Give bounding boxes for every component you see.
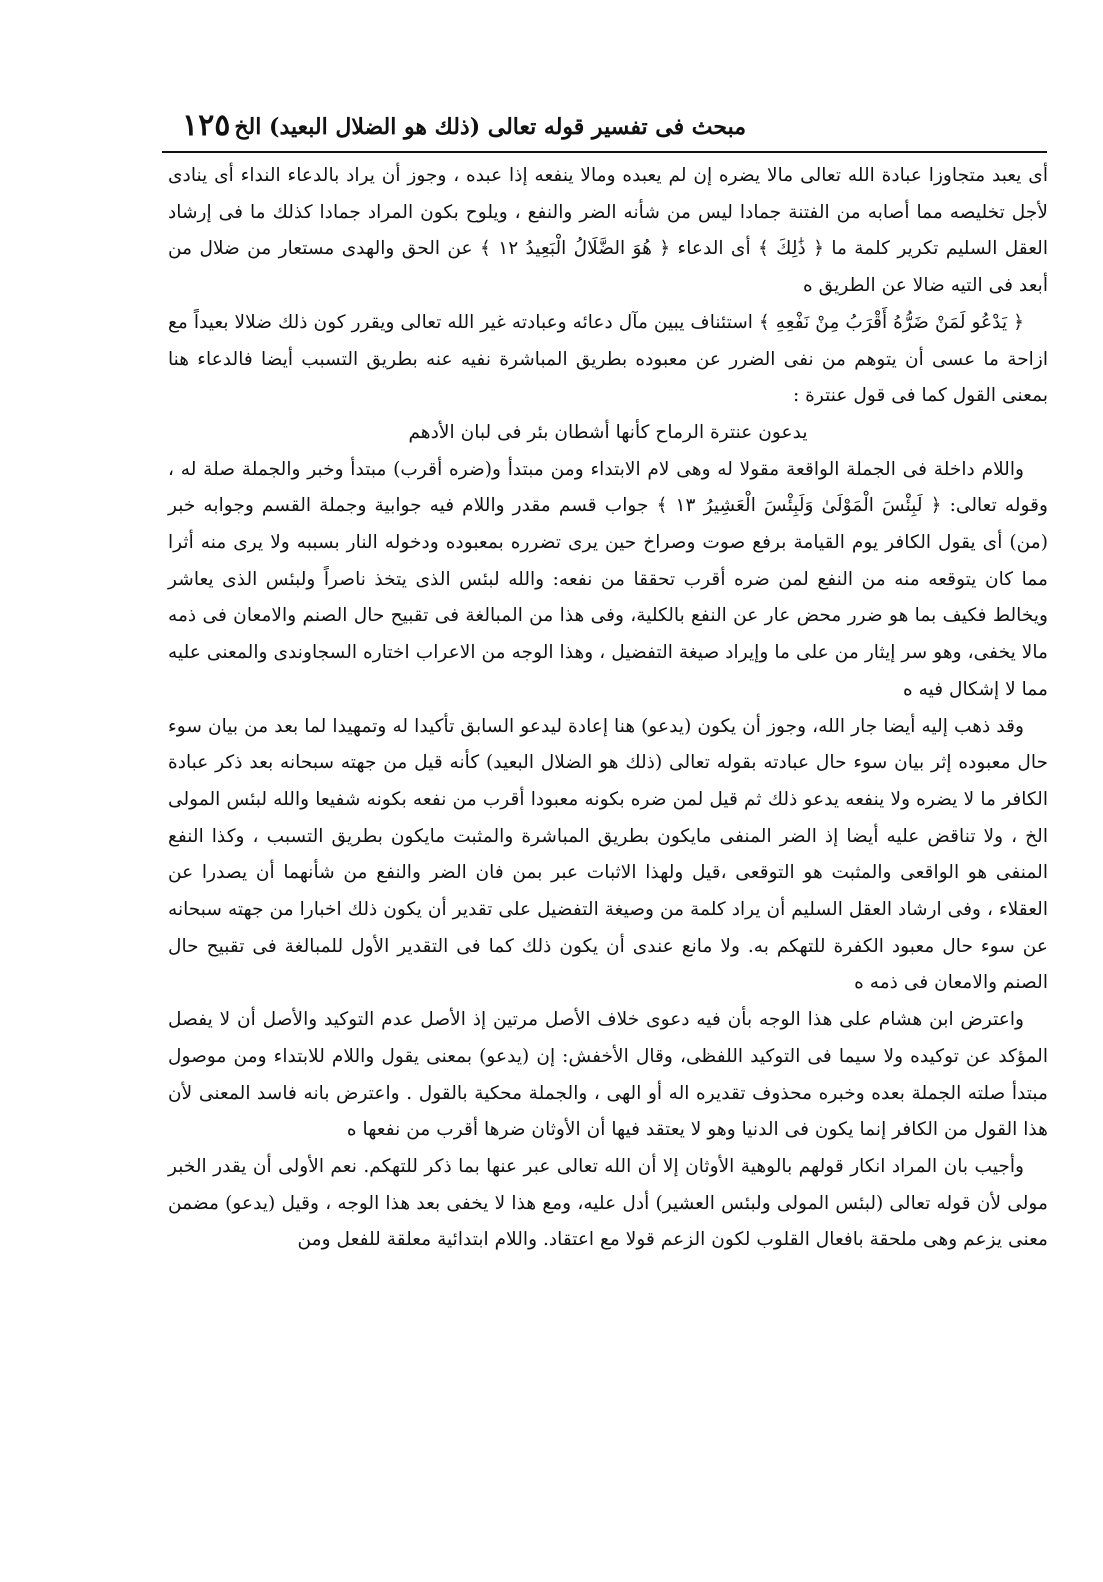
paragraph: وقد ذهب إليه أيضا جار الله، وجوز أن يكون (يدعو) هنا إعادة ليدعو السابق تأكيدا له وتمهيدا لما بعد من بيان سوء حال معبوده إثر بيان سوء حال عبادته بقوله تعالى (ذلك هو الضلال البعيد) كأنه قيل من جهته سبحانه بعد ذكر عبادة الكافر ما لا يضره ولا ينفعه يدعو ذلك ثم قيل لمن ضره بكونه معبودا أقرب من نفعه بكونه شفيعا والله لبئس المولى الخ ، ولا تناقض عليه أيضا إذ الضر المنفى مايكون بطريق المباشرة والمثبت مايكون بطريق التسبب ، وكذا النفع المنفى هو الواقعى والمثبت هو التوقعى ،قيل ولهذا الاثبات عبر بمن فان الضر والنفع من شأنهما أن يصدرا عن العقلاء ، وفى ارشاد العقل السليم أن يراد كلمة من وصيغة التفضيل على تقدير أن يكون ذلك اخبارا من جهته سبحانه عن سوء حال معبود الكفرة للتهكم به. ولا مانع عندى أن يكون ذلك كما فى التقدير الأول للمبالغة فى تقبيح حال الصنم والامعان فى ذمه ه (168, 715, 1048, 994)
paragraph: وأجيب بان المراد انكار قولهم بالوهية الأوثان إلا أن الله تعالى عبر عنها بما ذكر للتهكم. نعم الأولى أن يقدر الخبر مولى لأن قوله تعالى (لبئس المولى ولبئس العشير) أدل عليه، ومع هذا لا يخفى بعد هذا الوجه ، وقيل (يدعو) مضمن معنى يزعم وهى ملحقة بافعال القلوب لكون الزعم قولا مع اعتقاد. واللام ابتدائية معلقة للفعل ومن (168, 1155, 1048, 1251)
paragraph: ﴿ يَدْعُو لَمَنْ ضَرُّهُ أَقْرَبُ مِنْ نَفْعِهِ ﴾ استئناف يبين مآل دعائه وعبادته غير الله تعالى ويقرر كون ذلك ضلالا بعيداً مع ازاحة ما عسى أن يتوهم من نفى الضرر عن معبوده بطريق المباشرة نفيه عنه بطريق التسبب أيضا فالدعاء هنا بمعنى القول كما فى قول عنترة : (168, 311, 1048, 407)
paragraph: أى يعبد متجاوزا عبادة الله تعالى مالا يضره إن لم يعبده ومالا ينفعه إذا عبده ، وجوز أن يراد بالدعاء النداء أى ينادى لأجل تخليصه مما أصابه من الفتنة جمادا ليس من شأنه الضر والنفع ، ويلوح بكون المراد جمادا كذلك ما فى إرشاد العقل السليم تكرير كلمة ما ﴿ ذَٰلِكَ ﴾ أى الدعاء ﴿ هُوَ الضَّلَالُ الْبَعِيدُ ١٢ ﴾ عن الحق والهدى مستعار من ضلال من أبعد فى التيه ضالا عن الطريق ه (168, 165, 1048, 297)
running-title: مبحث فى تفسير قوله تعالى (ذلك هو الضلال البعيد) الخ (234, 114, 746, 140)
page-number: ١٢٥ (182, 108, 231, 143)
body-text (168, 158, 1048, 1259)
paragraph: واللام داخلة فى الجملة الواقعة مقولا له وهى لام الابتداء ومن مبتدأ و(ضره أقرب) مبتدأ وخبر والجملة صلة له ، وقوله تعالى: ﴿ لَبِئْسَ الْمَوْلَىٰ وَلَبِئْسَ الْعَشِيرُ ١٣ ﴾ جواب قسم مقدر واللام فيه جوابية وجملة القسم وجوابه خبر (من) أى يقول الكافر يوم القيامة برفع صوت وصراخ حين يرى تضرره بمعبوده ودخوله النار بسببه ولا يرى منه أثرا مما كان يتوقعه منه من النفع لمن ضره أقرب تحققا من نفعه: والله لبئس الذى يتخذ ناصراً ولبئس الذى يعاشر ويخالط فكيف بما هو ضرر محض عار عن النفع بالكلية، وفى هذا من المبالغة فى تقبيح حال الصنم والامعان فى ذمه مالا يخفى، وهو سر إيثار من على ما وإيراد صيغة التفضيل ، وهذا الوجه من الاعراب اختاره السجاوندى والمعنى عليه مما لا إشكال فيه ه (168, 458, 1048, 700)
header-rule (162, 151, 1047, 153)
page-header (170, 108, 1046, 154)
paragraph: واعترض ابن هشام على هذا الوجه بأن فيه دعوى خلاف الأصل مرتين إذ الأصل عدم التوكيد والأصل أن لا يفصل المؤكد عن توكيده ولا سيما فى التوكيد اللفظى، وقال الأخفش: إن (يدعو) بمعنى يقول واللام للابتداء ومن موصول مبتدأ صلته الجملة بعده وخبره محذوف تقديره اله أو الهى ، والجملة محكية بالقول . واعترض بانه فاسد المعنى لأن هذا القول من الكافر إنما يكون فى الدنيا وهو لا يعتقد فيها أن الأوثان ضرها أقرب من نفعها ه (168, 1009, 1048, 1141)
poetry-verse: يدعون عنترة الرماح كأنها أشطان بئر فى لبان الأدهم (408, 421, 808, 443)
